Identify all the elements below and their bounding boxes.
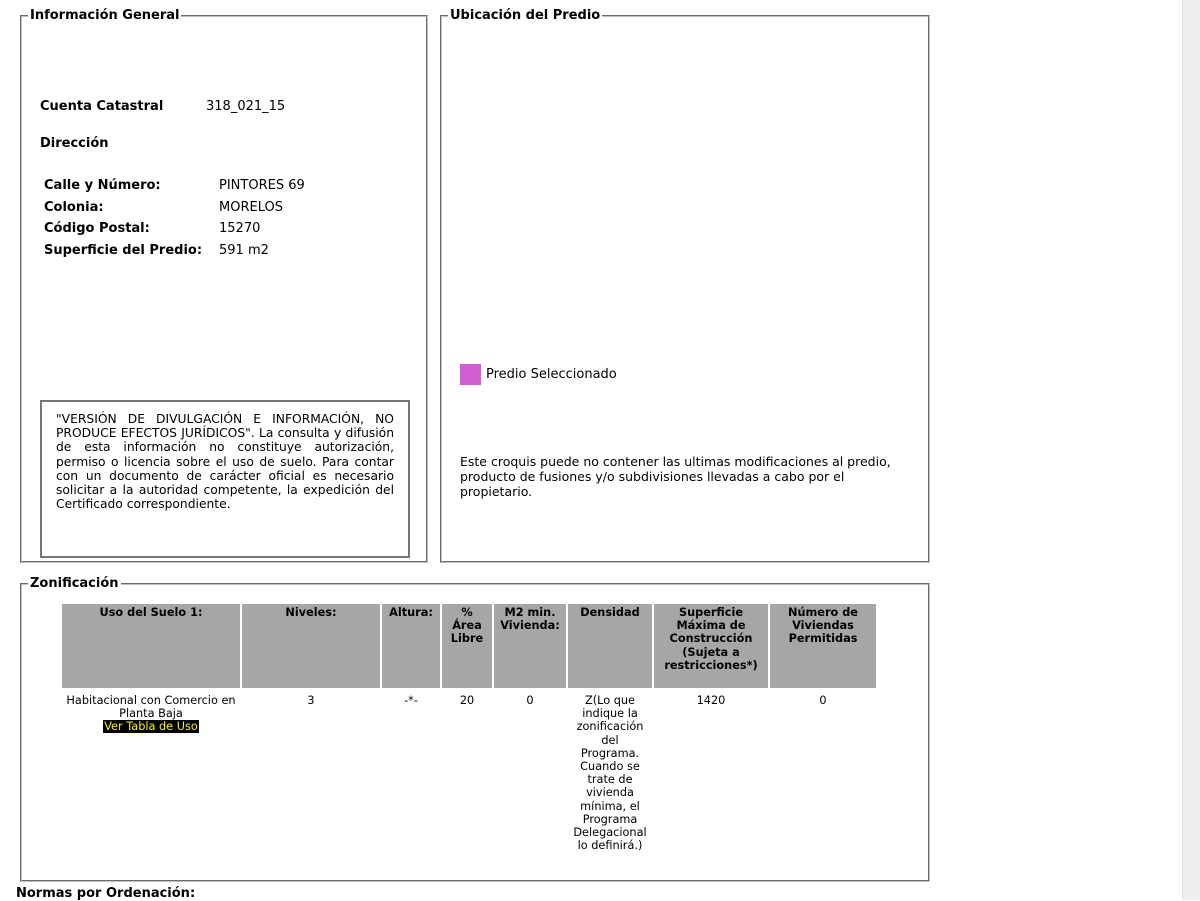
table-header-row [62,604,876,688]
col-header-niveles: Niveles: [242,604,380,688]
cell-m2-min: 0 [526,694,534,707]
col-header-area-libre: % Área Libre [442,604,492,688]
normas-heading: Normas por Ordenación: [16,886,196,901]
col-header-uso: Uso del Suelo 1: [62,604,240,688]
superficie-value: 591 m2 [219,243,269,258]
informacion-general-panel [20,8,428,563]
cuenta-catastral-value: 318_021_15 [206,99,286,114]
col-header-superficie: Superficie Máxima de Construcción (Sujeta a restricciones*) [654,604,768,688]
colonia-label: Colonia: [44,200,104,215]
calle-label: Calle y Número: [44,178,161,193]
table-row [62,688,876,852]
codigo-postal-value: 15270 [219,221,261,236]
cell-uso [62,688,240,852]
zonificacion-legend: Zonificación [30,576,119,591]
disclaimer-box: "VERSIÓN DE DIVULGACIÓN E INFORMACIÓN, NO PRODUCE EFECTOS JURÍDICOS". La consulta y difusión de esta información no constituye autorización, permiso o licencia sobre el uso de suelo. Para contar con un documento de carácter oficial es necesario solicitar a la autoridad competente, la expedición del Certificado correspondiente. [40,400,410,558]
col-header-m2-min: M2 min. Vivienda: [494,604,566,688]
croquis-note: Este croquis puede no contener las ultimas modificaciones al predio, producto de fusiones y/o subdivisiones llevadas a cabo por el propietario. [460,454,891,499]
direccion-label: Dirección [40,136,109,151]
informacion-general-legend: Información General [30,8,180,23]
superficie-label: Superficie del Predio: [44,243,203,258]
cell-area-libre: 20 [459,694,475,707]
cell-niveles: 3 [307,694,315,707]
ubicacion-predio-legend: Ubicación del Predio [450,8,601,23]
zonificacion-table [60,604,878,852]
cell-num-viviendas: 0 [819,694,827,707]
zonificacion-panel [20,576,930,882]
map-area [452,45,918,345]
col-header-num-viviendas: Número de Viviendas Permitidas [770,604,876,688]
ver-tabla-de-uso-link[interactable]: Ver Tabla de Uso [104,720,198,734]
ubicacion-predio-panel [440,8,930,563]
cell-altura: -*- [404,694,418,707]
cuenta-catastral-label: Cuenta Catastral [40,99,164,114]
predio-seleccionado-swatch [460,364,481,385]
calle-value: PINTORES 69 [219,178,305,193]
colonia-value: MORELOS [219,200,283,215]
cell-densidad: Z(Lo que indique la zonificación del Programa. Cuando se trate de vivienda mínima, el Programa Delegacional lo definirá.) [573,694,647,853]
vertical-scrollbar[interactable] [1182,0,1200,900]
col-header-altura: Altura: [382,604,440,688]
uso-text: Habitacional con Comercio en Planta Baja [66,694,236,721]
predio-seleccionado-label: Predio Seleccionado [486,367,617,382]
col-header-densidad: Densidad [568,604,652,688]
cell-superficie: 1420 [696,694,726,707]
codigo-postal-label: Código Postal: [44,221,150,236]
